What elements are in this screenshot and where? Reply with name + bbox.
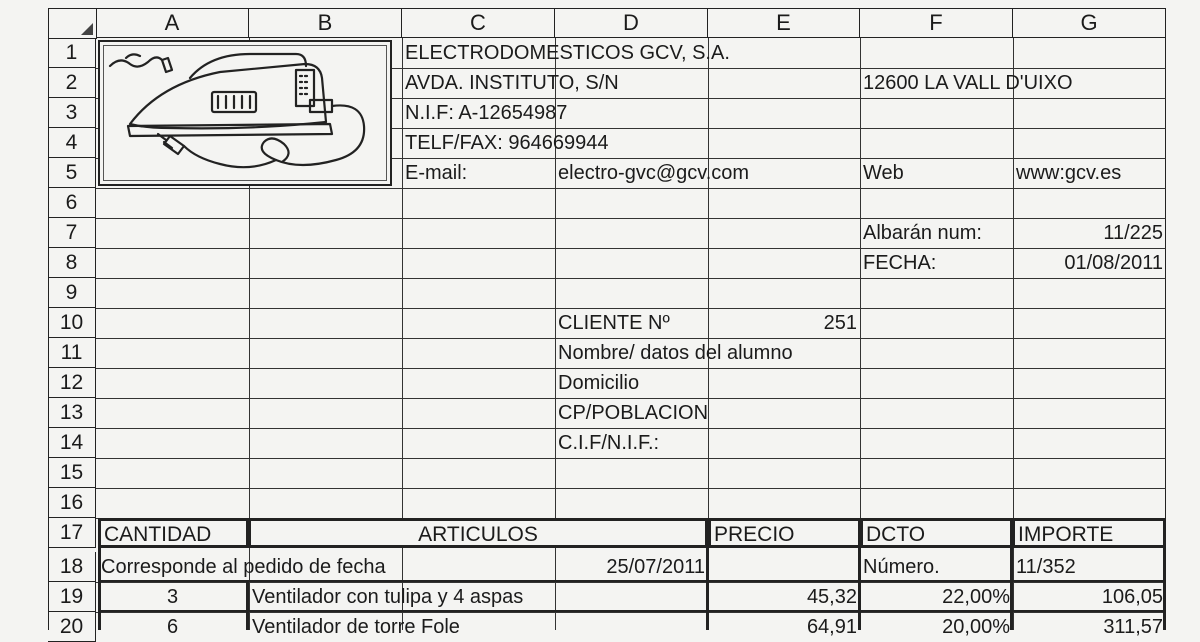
delivery-number-label[interactable]: Albarán num: — [863, 222, 982, 244]
header-price[interactable]: PRECIO — [708, 518, 861, 548]
header-discount[interactable]: DCTO — [860, 518, 1013, 548]
row-header-3[interactable]: 3 — [48, 98, 96, 128]
item-quantity[interactable]: 3 — [166, 586, 179, 608]
grid-edge-left — [48, 8, 49, 630]
client-address-label[interactable]: Domicilio — [558, 372, 640, 394]
table-border-discount — [858, 548, 861, 630]
header-items[interactable]: ARTICULOS — [248, 518, 708, 548]
company-web[interactable]: www:gcv.es — [1016, 162, 1122, 184]
delivery-date[interactable]: 01/08/2011 — [1064, 252, 1163, 274]
row-header-17[interactable]: 17 — [48, 518, 96, 548]
table-border-price — [706, 548, 709, 630]
order-text[interactable]: Corresponde al pedido de fecha — [101, 556, 386, 578]
item-price[interactable]: 45,32 — [806, 586, 857, 608]
table-border-right — [1163, 548, 1166, 630]
order-date[interactable]: 25/07/2011 — [606, 556, 705, 578]
grid-edge-top — [48, 8, 1166, 9]
item-amount[interactable]: 311,57 — [1103, 616, 1163, 638]
item-description[interactable]: Ventilador con tulipa y 4 aspas — [252, 586, 524, 608]
row-header-12[interactable]: 12 — [48, 368, 96, 398]
item-amount[interactable]: 106,05 — [1101, 586, 1163, 608]
column-header-c[interactable]: C — [402, 8, 555, 38]
company-address[interactable]: AVDA. INSTITUTO, S/N — [405, 72, 619, 94]
row-header-19[interactable]: 19 — [48, 582, 96, 612]
row-header-8[interactable]: 8 — [48, 248, 96, 278]
header-amount[interactable]: IMPORTE — [1012, 518, 1166, 548]
delivery-number[interactable]: 11/225 — [1103, 222, 1163, 244]
column-header-e[interactable]: E — [708, 8, 860, 38]
company-nif[interactable]: N.I.F: A-12654987 — [405, 102, 568, 124]
row-header-5[interactable]: 5 — [48, 158, 96, 188]
table-border-row — [98, 580, 1166, 582]
table-border-amount — [1010, 548, 1013, 630]
row-header-14[interactable]: 14 — [48, 428, 96, 458]
header-quantity[interactable]: CANTIDAD — [98, 518, 249, 548]
column-header-f[interactable]: F — [860, 8, 1013, 38]
grid-line — [96, 488, 1166, 489]
row-header-18[interactable]: 18 — [48, 552, 96, 582]
column-header-d[interactable]: D — [555, 8, 708, 38]
email-label[interactable]: E-mail: — [405, 162, 468, 184]
item-quantity[interactable]: 6 — [166, 616, 179, 638]
row-header-7[interactable]: 7 — [48, 218, 96, 248]
table-border-row — [98, 610, 1166, 612]
client-number[interactable]: 251 — [823, 312, 857, 334]
row-header-10[interactable]: 10 — [48, 308, 96, 338]
item-discount[interactable]: 22,00% — [942, 586, 1010, 608]
column-header-a[interactable]: A — [96, 8, 249, 38]
row-header-4[interactable]: 4 — [48, 128, 96, 158]
row-header-13[interactable]: 13 — [48, 398, 96, 428]
client-number-label[interactable]: CLIENTE Nº — [558, 312, 670, 334]
company-email[interactable]: electro-gvc@gcv.com — [558, 162, 750, 184]
grid-line — [96, 278, 1166, 279]
company-name[interactable]: ELECTRODOMESTICOS GCV, S.A. — [405, 42, 730, 64]
column-header-g[interactable]: G — [1013, 8, 1166, 38]
table-border-items — [246, 582, 249, 630]
iron-icon — [100, 42, 390, 184]
order-number-label[interactable]: Número. — [863, 556, 940, 578]
grid-line — [96, 458, 1166, 459]
row-header-11[interactable]: 11 — [48, 338, 96, 368]
row-header-9[interactable]: 9 — [48, 278, 96, 308]
company-phone[interactable]: TELF/FAX: 964669944 — [405, 132, 609, 154]
grid-line — [96, 188, 1166, 189]
client-nif-label[interactable]: C.I.F/N.I.F.: — [558, 432, 660, 454]
web-label[interactable]: Web — [863, 162, 904, 184]
client-city-label[interactable]: CP/POBLACION — [558, 402, 709, 424]
table-border-left — [98, 548, 101, 630]
item-price[interactable]: 64,91 — [806, 616, 857, 638]
row-header-20[interactable]: 20 — [48, 612, 96, 642]
order-number[interactable]: 11/352 — [1016, 556, 1076, 578]
company-logo — [98, 40, 392, 186]
select-all-corner[interactable] — [48, 8, 97, 39]
row-header-6[interactable]: 6 — [48, 188, 96, 218]
item-discount[interactable]: 20,00% — [942, 616, 1010, 638]
row-header-1[interactable]: 1 — [48, 38, 96, 68]
item-description[interactable]: Ventilador de torre Fole — [252, 616, 460, 638]
delivery-date-label[interactable]: FECHA: — [863, 252, 937, 274]
row-header-2[interactable]: 2 — [48, 68, 96, 98]
row-header-15[interactable]: 15 — [48, 458, 96, 488]
row-header-16[interactable]: 16 — [48, 488, 96, 518]
company-city[interactable]: 12600 LA VALL D'UIXO — [863, 72, 1073, 94]
column-header-b[interactable]: B — [249, 8, 402, 38]
client-name-label[interactable]: Nombre/ datos del alumno — [558, 342, 793, 364]
